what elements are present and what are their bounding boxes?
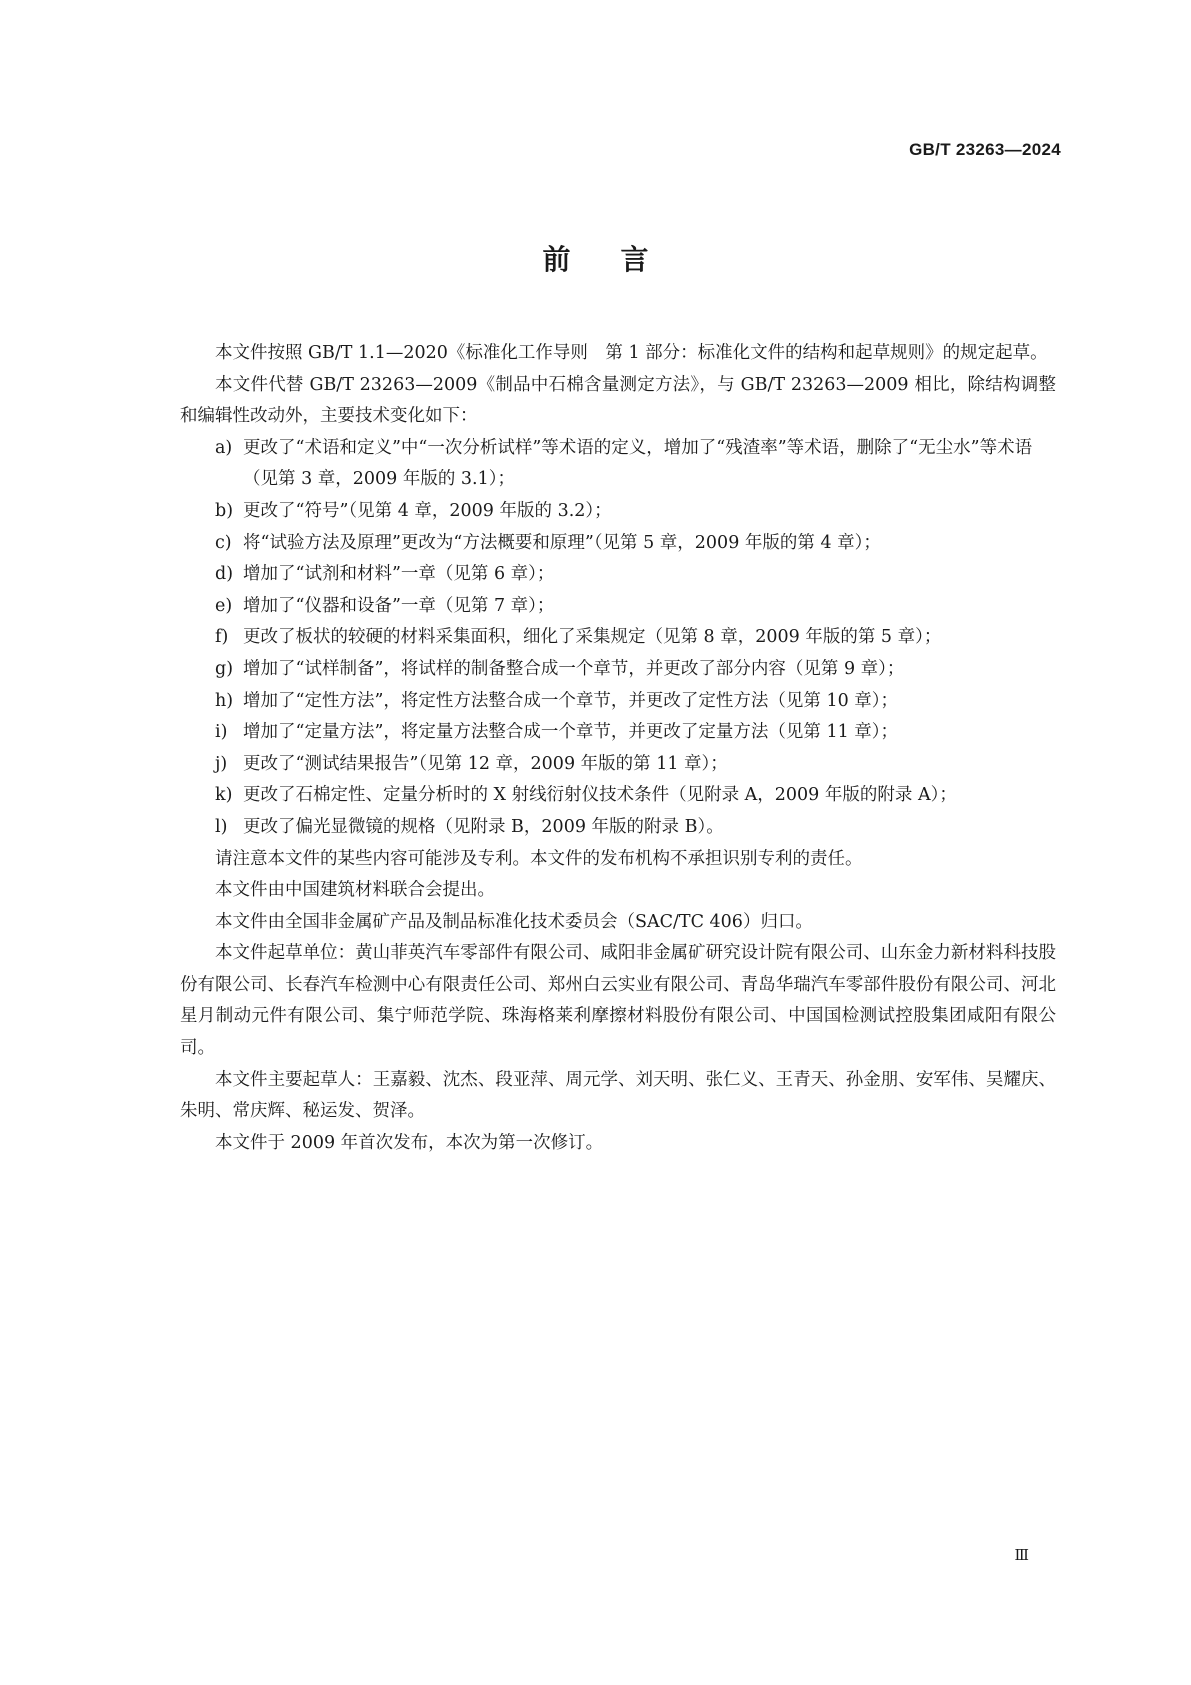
changes-list (180, 433, 1056, 844)
list-marker: i) (215, 722, 228, 743)
intro-paragraph: 本文件代替 GB/T 23263—2009《制品中石棉含量测定方法》，与 GB/T 23263—2009 相比，除结构调整和编辑性改动外，主要技术变化如下： (180, 374, 1056, 427)
list-item (180, 749, 1056, 781)
list-item (180, 780, 1056, 812)
drafters: 本文件主要起草人：王嘉毅、沈杰、段亚萍、周元学、刘天明、张仁义、王青天、孙金朋、安军伟、吴耀庆、朱明、常庆辉、秘运发、贺泽。 (180, 1069, 1056, 1122)
list-item (180, 496, 1056, 528)
list-marker: d) (215, 564, 234, 585)
list-marker: f) (215, 627, 229, 648)
list-marker: h) (215, 690, 234, 711)
list-marker: e) (215, 595, 233, 616)
list-item (180, 591, 1056, 623)
list-item-text: 更改了“测试结果报告”（见第 12 章，2009 年版的第 11 章）； (243, 753, 728, 774)
intro-paragraph: 本文件按照 GB/T 1.1—2020《标准化工作导则 第 1 部分：标准化文件的结构和起草规则》的规定起草。 (215, 343, 1048, 363)
list-item-text: 增加了“仪器和设备”一章（见第 7 章）； (243, 595, 555, 616)
standard-code: GB/T 23263—2024 (909, 140, 1061, 159)
list-item-text: 增加了“试剂和材料”一章（见第 6 章）； (243, 564, 555, 585)
patent-notice: 请注意本文件的某些内容可能涉及专利。本文件的发布机构不承担识别专利的责任。 (215, 848, 863, 869)
list-marker: k) (215, 785, 233, 806)
list-marker: c) (215, 532, 232, 553)
list-marker: b) (215, 500, 234, 521)
committee-statement: 本文件由全国非金属矿产品及制品标准化技术委员会（SAC/TC 406）归口。 (215, 911, 813, 932)
list-item (180, 812, 1056, 844)
list-item-text: 更改了“术语和定义”中“一次分析试样”等术语的定义，增加了“残渣率”等术语，删除了“无尘水”等术语（见第 3 章，2009 年版的 3.1）； (243, 437, 1033, 490)
list-item-text: 更改了石棉定性、定量分析时的 X 射线衍射仪技术条件（见附录 A，2009 年版的附录 A）； (243, 785, 957, 806)
page-number: Ⅲ (1014, 1546, 1029, 1564)
list-item-text: 将“试验方法及原理”更改为“方法概要和原理”（见第 5 章，2009 年版的第 4 章）； (243, 532, 881, 553)
list-item-text: 增加了“定量方法”，将定量方法整合成一个章节，并更改了定量方法（见第 11 章）； (243, 722, 899, 743)
foreword-body (180, 338, 1056, 1159)
list-item (180, 717, 1056, 749)
revision-history: 本文件于 2009 年首次发布，本次为第一次修订。 (215, 1132, 604, 1153)
list-item-text: 更改了偏光显微镜的规格（见附录 B，2009 年版的附录 B）。 (243, 816, 724, 837)
drafting-units: 本文件起草单位：黄山菲英汽车零部件有限公司、咸阳非金属矿研究设计院有限公司、山东金力新材料科技股份有限公司、长春汽车检测中心有限责任公司、郑州白云实业有限公司、青岛华瑞汽车零部件股份有限公司、河北星月制动元件有限公司、集宁师范学院、珠海格莱利摩擦材料股份有限公司、中国国检测试控股集团咸阳有限公司。 (180, 943, 1056, 1059)
list-item (180, 654, 1056, 686)
list-item (180, 686, 1056, 718)
list-marker: j) (215, 753, 228, 774)
list-marker: g) (215, 658, 234, 679)
list-item-text: 更改了“符号”（见第 4 章，2009 年版的 3.2）； (243, 500, 612, 521)
list-item (180, 528, 1056, 560)
list-item-text: 增加了“定性方法”，将定性方法整合成一个章节，并更改了定性方法（见第 10 章）； (243, 690, 899, 711)
list-item (180, 433, 1056, 496)
list-item-text: 增加了“试样制备”，将试样的制备整合成一个章节，并更改了部分内容（见第 9 章）； (243, 658, 905, 679)
list-item-text: 更改了板状的较硬的材料采集面积，细化了采集规定（见第 8 章，2009 年版的第 5 章）； (243, 627, 942, 648)
list-item (180, 559, 1056, 591)
list-marker: a) (215, 437, 233, 458)
list-marker: l) (215, 816, 228, 837)
page-title: 前言 (542, 243, 699, 276)
proposer-statement: 本文件由中国建筑材料联合会提出。 (215, 880, 495, 901)
list-item (180, 622, 1056, 654)
